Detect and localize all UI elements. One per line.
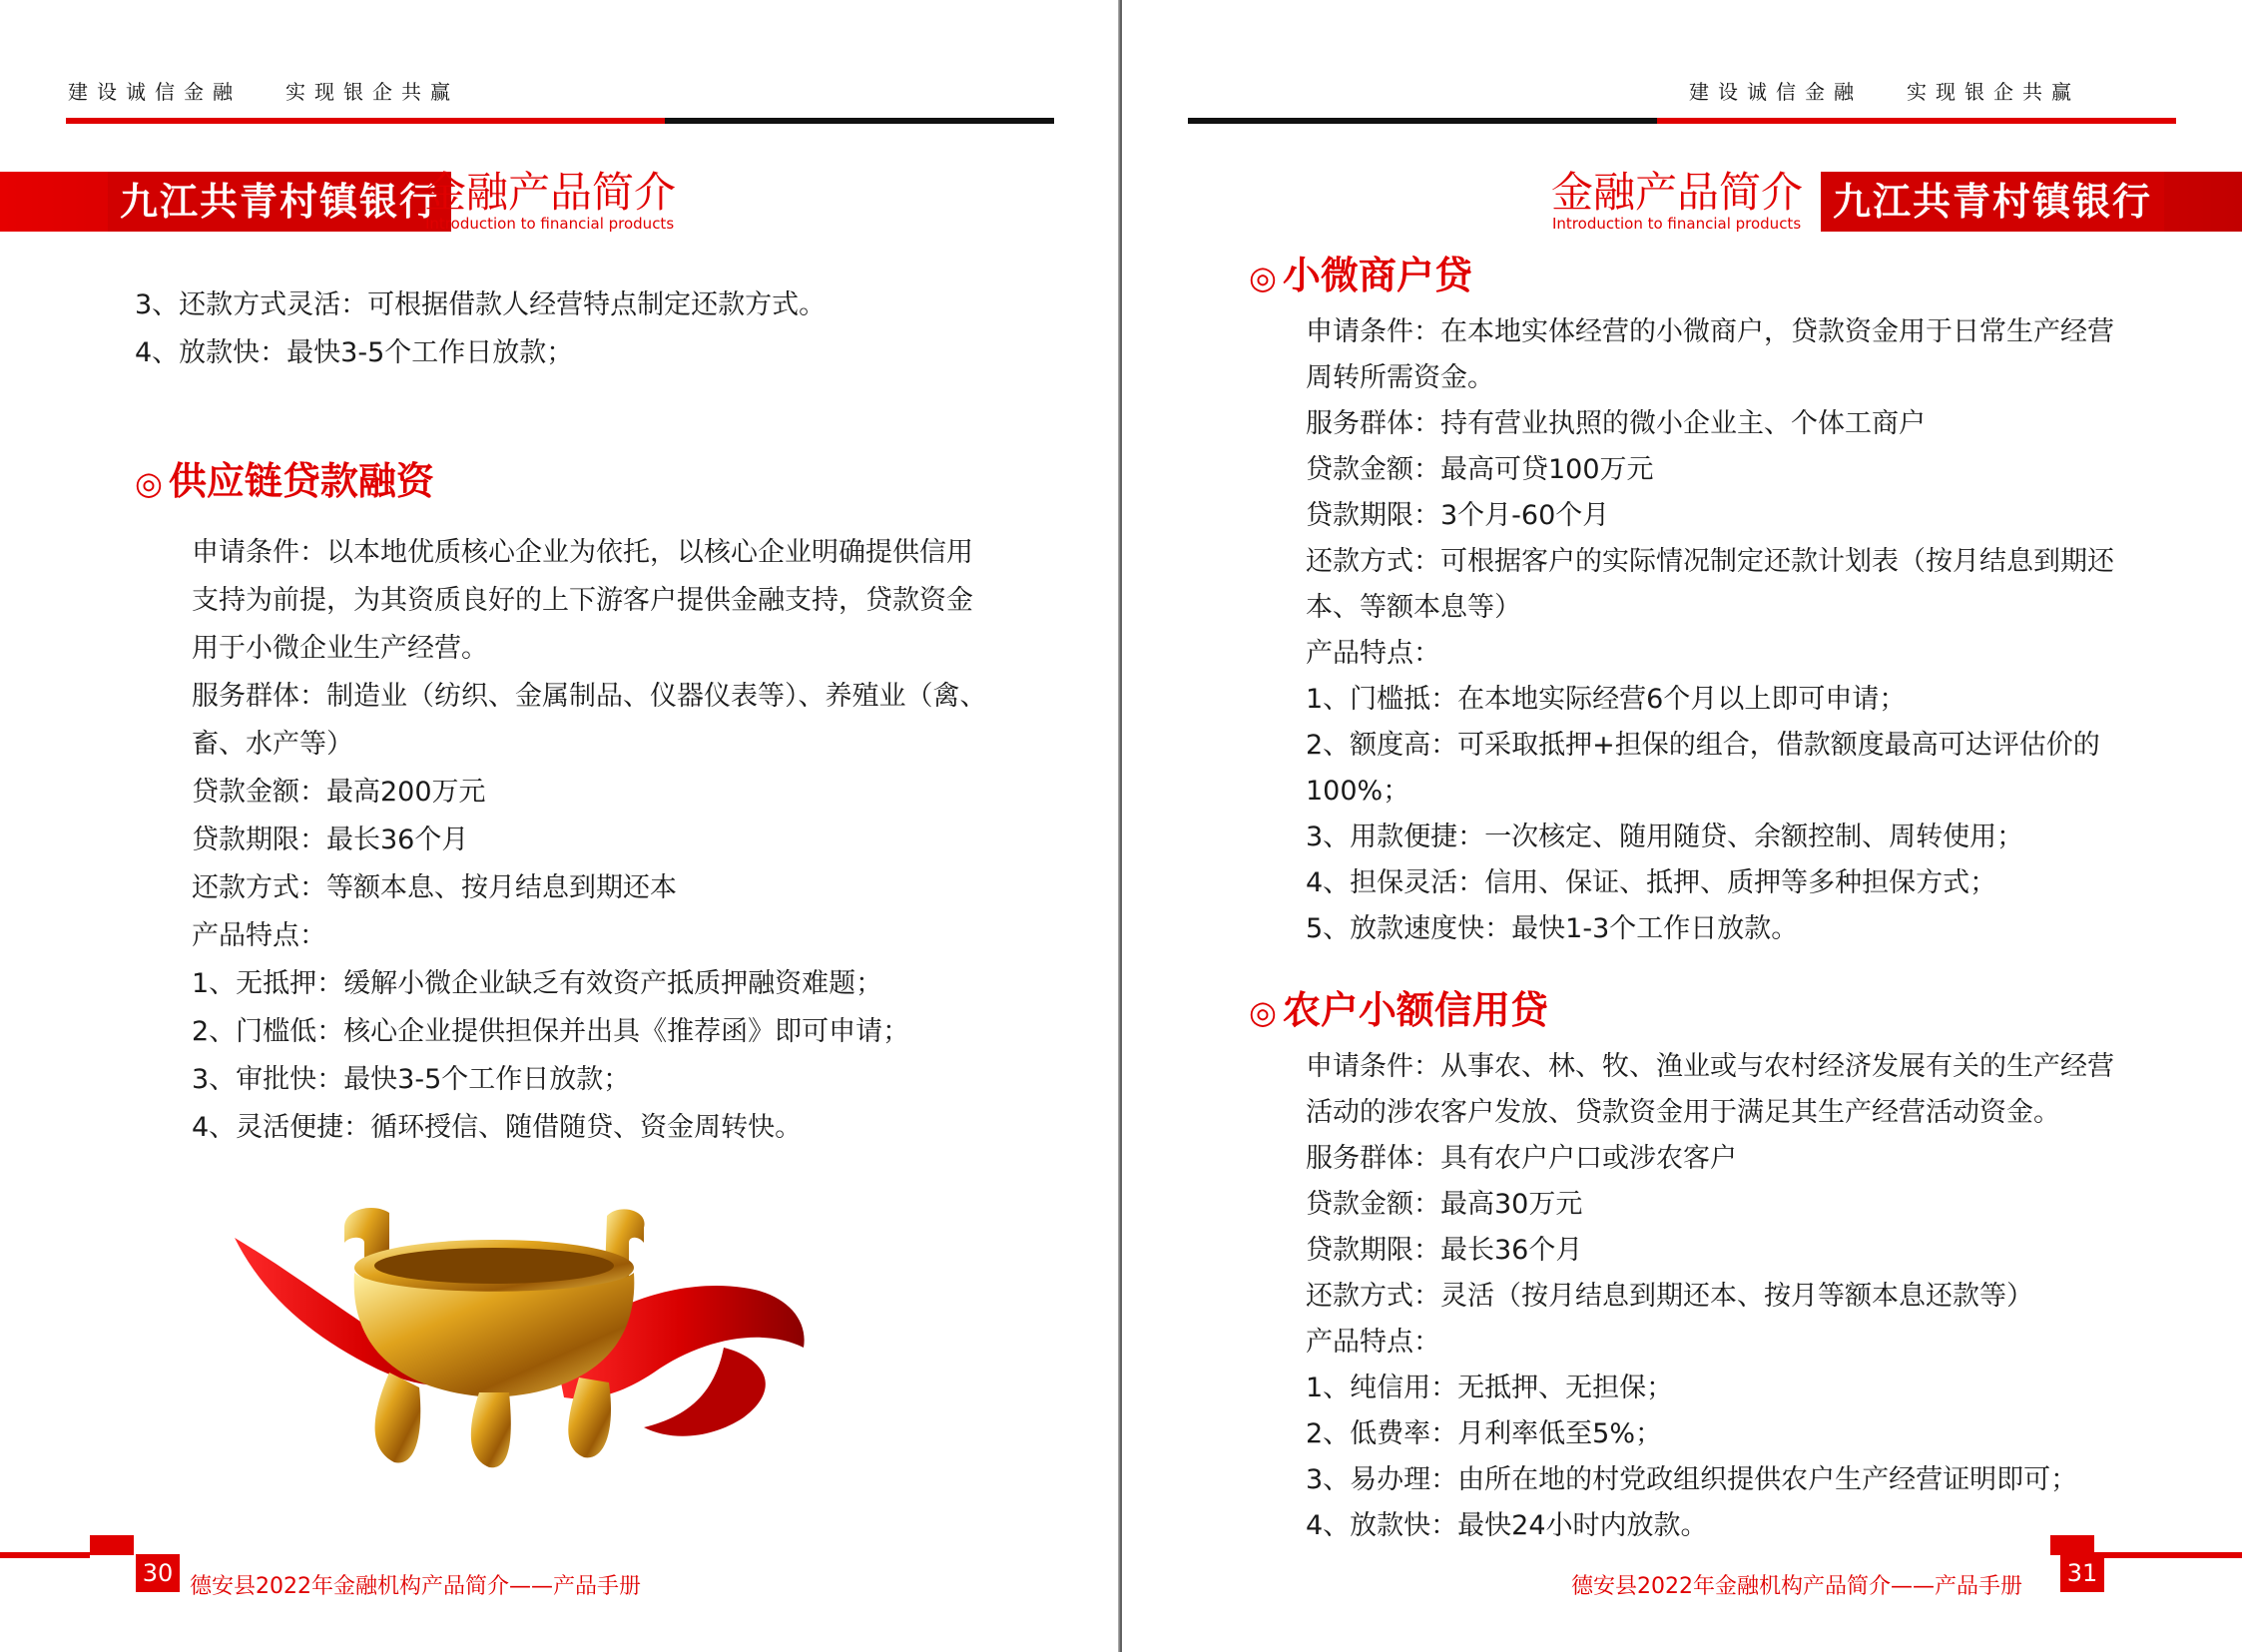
- footer-bar-right: [2094, 1552, 2242, 1558]
- section-title-text: 小微商户贷: [1282, 254, 1472, 297]
- para-customers: 服务群体：具有农户户口或涉农客户: [1306, 1143, 1737, 1174]
- page-subtitle: Introduction to financial products: [1552, 215, 1802, 233]
- footer-bar-left: [0, 1552, 90, 1558]
- header-slogan: [1689, 76, 2080, 105]
- page-title: 金融产品简介: [1551, 168, 1804, 217]
- ding-vessel: [344, 1208, 645, 1467]
- para-features: 产品特点：: [1306, 1327, 1440, 1358]
- para-customers: 服务群体：持有营业执照的微小企业主、个体工商户: [1306, 408, 1926, 439]
- page-number: 31: [2060, 1554, 2104, 1592]
- intro-line: 3、还款方式灵活：可根据借款人经营特点制定还款方式。: [135, 289, 827, 320]
- para-repayment: 还款方式：灵活（按月结息到期还本、按月等额本息还款等）: [1306, 1281, 2033, 1312]
- para-repayment: 还款方式：可根据客户的实际情况制定还款计划表（按月结息到期还本、等额本息等）: [1306, 546, 2114, 623]
- left-intro: [135, 281, 993, 377]
- section-marker-icon: ◎: [1249, 259, 1277, 296]
- feature-item: 5、放款速度快：最快1-3个工作日放款。: [1306, 913, 1799, 944]
- feature-item: 4、灵活便捷：循环授信、随借随贷、资金周转快。: [192, 1112, 803, 1143]
- feature-item: 4、担保灵活：信用、保证、抵押、质押等多种担保方式；: [1306, 867, 1997, 898]
- feature-item: 2、门槛低：核心企业提供担保并出具《推荐函》即可申请；: [192, 1016, 910, 1047]
- para-amount: 贷款金额：最高30万元: [1306, 1189, 1583, 1220]
- para-term: 贷款期限：3个月-60个月: [1306, 500, 1610, 531]
- slogan-a: 建设诚信金融: [1689, 80, 1863, 104]
- para-term: 贷款期限：最长36个月: [192, 825, 469, 855]
- slogan-a: 建设诚信金融: [68, 80, 242, 104]
- left-body: [135, 529, 993, 1152]
- section-title: [135, 453, 993, 511]
- left-page: [0, 0, 1120, 1652]
- section-merchant-loan: [1249, 248, 2117, 305]
- bronze-ding-illustration: [225, 1188, 824, 1477]
- bank-name: 九江共青村镇银行: [1821, 172, 2164, 232]
- feature-item: 2、额度高：可采取抵押+担保的组合，借款额度最高可达评估价的100%；: [1306, 730, 2100, 807]
- feature-item: 2、低费率：月利率低至5%；: [1306, 1418, 1663, 1449]
- footer-text: 德安县2022年金融机构产品简介——产品手册: [190, 1574, 641, 1599]
- feature-item: 3、易办理：由所在地的村党政组织提供农户生产经营证明即可；: [1306, 1464, 2078, 1495]
- feature-item: 1、门槛抵：在本地实际经营6个月以上即可申请；: [1306, 684, 1907, 715]
- feature-item: 3、审批快：最快3-5个工作日放款；: [192, 1064, 631, 1095]
- section-title: [1249, 982, 2117, 1040]
- feature-item: 1、纯信用：无抵押、无担保；: [1306, 1373, 1674, 1403]
- right-body-2: [1249, 1044, 2117, 1549]
- para-conditions: 申请条件：在本地实体经营的小微商户，贷款资金用于日常生产经营周转所需资金。: [1306, 316, 2114, 393]
- intro-line: 4、放款快：最快3-5个工作日放款；: [135, 337, 574, 368]
- para-features: 产品特点：: [1306, 638, 1440, 669]
- header-rule: [1188, 118, 2176, 124]
- section-title-text: 供应链贷款融资: [168, 459, 434, 503]
- para-features: 产品特点：: [192, 920, 326, 951]
- bank-name: 九江共青村镇银行: [108, 172, 451, 232]
- footer-step: [2050, 1535, 2094, 1555]
- para-customers: 服务群体：制造业（纺织、金属制品、仪器仪表等）、养殖业（禽、畜、水产等）: [192, 681, 987, 760]
- footer-text: 德安县2022年金融机构产品简介——产品手册: [1571, 1574, 2022, 1599]
- page-number: 30: [136, 1554, 180, 1592]
- page-title: 金融产品简介: [424, 168, 677, 217]
- section-title-text: 农户小额信用贷: [1282, 988, 1548, 1032]
- para-conditions: 申请条件：从事农、林、牧、渔业或与农村经济发展有关的生产经营活动的涉农客户发放、贷款资金用于满足其生产经营活动资金。: [1306, 1051, 2114, 1128]
- section-title: [1249, 248, 2117, 305]
- feature-item: 1、无抵押：缓解小微企业缺乏有效资产抵质押融资难题；: [192, 968, 883, 999]
- header-slogan: [68, 76, 459, 105]
- slogan-b: 实现银企共赢: [1907, 80, 2080, 104]
- right-body-1: [1249, 309, 2117, 952]
- page-subtitle: Introduction to financial products: [425, 215, 675, 233]
- section-supply-chain: [135, 453, 993, 511]
- para-repayment: 还款方式：等额本息、按月结息到期还本: [192, 872, 677, 903]
- section-marker-icon: ◎: [1249, 993, 1277, 1031]
- header-rule: [66, 118, 1054, 124]
- feature-item: 4、放款快：最快24小时内放款。: [1306, 1510, 1708, 1541]
- feature-item: 3、用款便捷：一次核定、随用随贷、余额控制、周转使用；: [1306, 822, 2024, 852]
- para-amount: 贷款金额：最高200万元: [192, 777, 486, 808]
- section-farmer-loan: [1249, 982, 2117, 1040]
- section-marker-icon: ◎: [135, 464, 163, 502]
- footer-step: [90, 1535, 134, 1555]
- slogan-b: 实现银企共赢: [285, 80, 459, 104]
- para-term: 贷款期限：最长36个月: [1306, 1235, 1583, 1266]
- right-page: [1122, 0, 2242, 1652]
- para-amount: 贷款金额：最高可贷100万元: [1306, 454, 1654, 485]
- para-conditions: 申请条件：以本地优质核心企业为依托，以核心企业明确提供信用支持为前提，为其资质良好的上下游客户提供金融支持，贷款资金用于小微企业生产经营。: [192, 537, 973, 664]
